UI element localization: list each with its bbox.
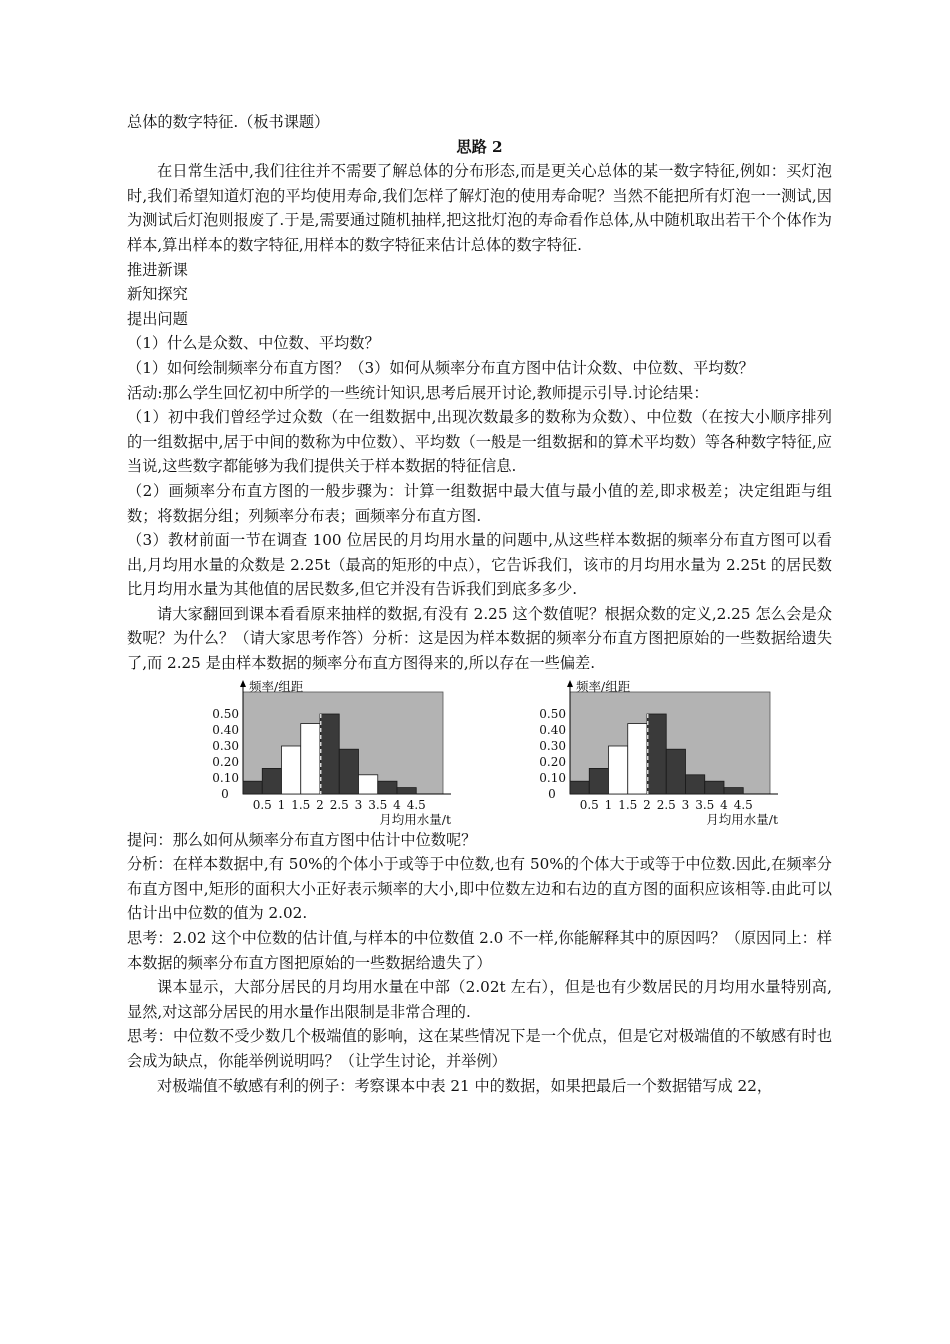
paragraph: 思考：2.02 这个中位数的估计值,与样本的中位数值 2.0 不一样,你能解释其中的原因吗？（原因同上：样本数据的频率分布直方图把原始的一些数据给遗失了） (127, 929, 832, 972)
paragraph: （1）如何绘制频率分布直方图？（3）如何从频率分布直方图中估计众数、中位数、平均数？ (127, 358, 754, 377)
histogram-bar (301, 723, 320, 793)
paragraph: 分析：在样本数据中,有 50%的个体小于或等于中位数,也有 50%的个体大于或等于中位数.因此,在频率分布直方图中,矩形的面积大小正好表示频率的大小,即中位数左边和右边的直方图的面积应该相等.由此可以估计出中位数的值为 2.02. (127, 855, 832, 923)
paragraph: 提问：那么如何从频率分布直方图中估计中位数呢？ (127, 830, 477, 849)
x-tick-label: 1 (277, 797, 286, 812)
paragraph: 请大家翻回到课本看看原来抽样的数据,有没有 2.25 这个数值呢？根据众数的定义,2.25 怎么会是众数呢？为什么？（请大家思考作答）分析：这是因为样本数据的频率分布直方图把原始的一些数据给遗失了,而 2.25 是由样本数据的频率分布直方图得来的,所以存在一些偏差. (127, 604, 832, 673)
x-tick-label: 2 (643, 797, 651, 812)
y-tick-label: 0.10 (212, 770, 239, 785)
y-axis-title: 频率/组距 (249, 678, 304, 694)
paragraph: 在日常生活中,我们往往并不需要了解总体的分布形态,而是更关心总体的某一数字特征,例如：买灯泡时,我们希望知道灯泡的平均使用寿命,我们怎样了解灯泡的使用寿命呢？当然不能把所有灯泡一一测试,因为测试后灯泡则报废了.于是,需要通过随机抽样,把这批灯泡的寿命看作总体,从中随机取出若干个个体作为样本,算出样本的数字特征,用样本的数字特征来估计总体的数字特征. (127, 162, 832, 254)
y-tick-label: 0.50 (212, 706, 239, 721)
y-tick-label: 0.40 (212, 722, 239, 737)
x-tick-label: 4 (393, 797, 401, 812)
histogram-bar (705, 781, 724, 794)
y-tick-label: 0.20 (212, 754, 239, 769)
histogram-bar (243, 781, 262, 794)
x-tick-label: 0.5 (252, 797, 272, 812)
paragraph: 思考：中位数不受少数几个极端值的影响，这在某些情况下是一个优点，但是它对极端值的不敏感有时也会成为缺点，你能举例说明吗？（让学生讨论，并举例） (127, 1027, 832, 1070)
histogram-bar (589, 768, 608, 794)
x-tick-label: 2.5 (656, 797, 676, 812)
histogram-bar (262, 768, 281, 794)
x-tick-label: 4.5 (733, 797, 753, 812)
y-tick-label: 0.40 (539, 722, 566, 737)
x-tick-label: 3 (354, 797, 363, 812)
x-tick-label: 2.5 (329, 797, 349, 812)
histogram-bar (359, 774, 378, 793)
document-page (127, 110, 832, 1098)
x-tick-label: 4 (720, 797, 728, 812)
x-tick-label: 3 (681, 797, 690, 812)
origin-label: 0 (548, 786, 556, 801)
text-block-top (127, 110, 832, 676)
histogram-bar (724, 787, 743, 793)
histogram-right (532, 678, 782, 828)
y-tick-label: 0.50 (539, 706, 566, 721)
paragraph: 活动:那么学生回忆初中所学的一些统计知识,思考后展开讨论,教师提示引导.讨论结果： (127, 383, 709, 402)
x-tick-label: 3.5 (695, 797, 715, 812)
paragraph: （3）教材前面一节在调查 100 位居民的月均用水量的问题中,从这些样本数据的频率分布直方图可以看出,月均用水量的众数是 2.25t（最高的矩形的中点），它告诉我们，该市的月均用水量为 2.25t 的居民数比月均用水量为其他值的居民数多,但它并没有告诉我们到底多多少. (127, 531, 832, 599)
histogram-bar (320, 714, 339, 794)
y-axis-title: 频率/组距 (576, 678, 631, 694)
x-tick-label: 1 (604, 797, 613, 812)
histogram-bar (282, 746, 301, 794)
origin-label: 0 (221, 786, 229, 801)
paragraph: （2）画频率分布直方图的一般步骤为：计算一组数据中最大值与最小值的差,即求极差；决定组距与组数；将数据分组；列频率分布表；画频率分布直方图. (127, 481, 832, 525)
paragraph: 课本显示，大部分居民的月均用水量在中部（2.02t 左右），但是也有少数居民的月均用水量特别高,显然,对这部分居民的用水量作出限制是非常合理的. (127, 978, 832, 1021)
x-axis-title: 月均用水量/t (706, 811, 778, 827)
y-tick-label: 0.20 (539, 754, 566, 769)
paragraph: 总体的数字特征.（板书课题） (127, 113, 330, 131)
histogram-bar (570, 781, 589, 794)
histogram-bar (397, 787, 416, 793)
text-block-bottom (127, 828, 832, 1099)
paragraph: 推进新课 (127, 260, 188, 279)
paragraph: （1）初中我们曾经学过众数（在一组数据中,出现次数最多的数称为众数）、中位数（在按大小顺序排列的一组数据中,居于中间的数称为中位数）、平均数（一般是一组数据和的算术平均数）等各种数字特征,应当说,这些数字都能够为我们提供关于样本数据的特征信息. (127, 408, 832, 476)
paragraph: 提出问题 (127, 309, 188, 328)
histogram-svg (205, 678, 455, 828)
histogram-bar (666, 749, 685, 794)
histogram-bar (339, 749, 358, 794)
histogram-bar (628, 723, 647, 793)
y-axis-arrow (240, 680, 246, 687)
x-tick-label: 1.5 (291, 797, 311, 812)
histogram-bar (647, 714, 666, 794)
y-tick-label: 0.10 (539, 770, 566, 785)
y-tick-label: 0.30 (539, 738, 566, 753)
x-tick-label: 3.5 (368, 797, 388, 812)
paragraph: （1）什么是众数、中位数、平均数？ (127, 334, 380, 353)
histogram-svg (532, 678, 782, 828)
histogram-left (205, 678, 455, 828)
paragraph: 思路 2 (456, 137, 503, 156)
x-tick-label: 4.5 (406, 797, 426, 812)
x-tick-label: 0.5 (579, 797, 599, 812)
histogram-bar (686, 774, 705, 793)
y-axis-arrow (567, 680, 573, 687)
figure-row (127, 678, 832, 828)
paragraph: 新知探究 (127, 285, 188, 304)
x-tick-label: 1.5 (618, 797, 638, 812)
y-tick-label: 0.30 (212, 738, 239, 753)
x-axis-title: 月均用水量/t (379, 811, 451, 827)
paragraph: 对极端值不敏感有利的例子：考察课本中表 21 中的数据，如果把最后一个数据错写成 22， (157, 1076, 773, 1095)
histogram-bar (378, 781, 397, 794)
histogram-bar (609, 746, 628, 794)
x-tick-label: 2 (316, 797, 324, 812)
